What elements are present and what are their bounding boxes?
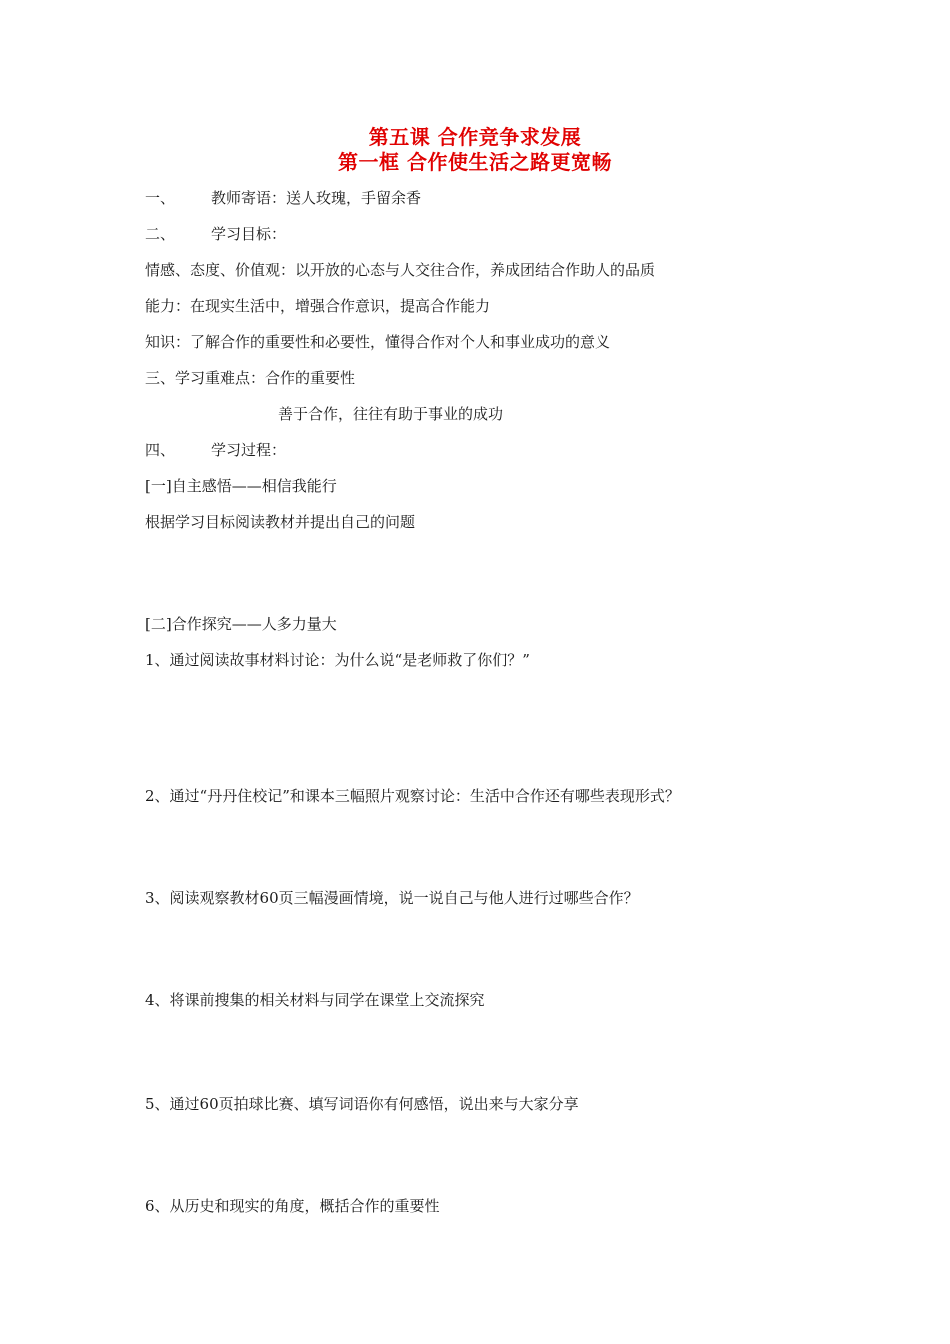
goal-knowledge: 知识：了解合作的重要性和必要性，懂得合作对个人和事业成功的意义 xyxy=(145,333,611,351)
part1-heading: [一]自主感悟——相信我能行 xyxy=(145,477,337,495)
section-text: 教师寄语：送人玫瑰，手留余香 xyxy=(211,189,422,207)
section-text: 学习目标： xyxy=(211,225,287,243)
key-point-line2: 善于合作，往往有助于事业的成功 xyxy=(278,405,504,423)
part1-text: 根据学习目标阅读教材并提出自己的问题 xyxy=(145,513,416,531)
section-text: 学习过程： xyxy=(211,441,287,459)
section-number: 一、 xyxy=(145,189,176,207)
question-1: 1、通过阅读故事材料讨论：为什么说“是老师救了你们？” xyxy=(145,651,530,669)
question-4: 4、将课前搜集的相关材料与同学在课堂上交流探究 xyxy=(145,991,485,1009)
question-2: 2、通过“丹丹住校记”和课本三幅照片观察讨论：生活中合作还有哪些表现形式？ xyxy=(145,787,680,805)
question-3: 3、阅读观察教材60页三幅漫画情境，说一说自己与他人进行过哪些合作？ xyxy=(145,889,639,907)
section-key-points: 三、学习重难点：合作的重要性 xyxy=(145,369,356,387)
part2-heading: [二]合作探究——人多力量大 xyxy=(145,615,337,633)
question-6: 6、从历史和现实的角度，概括合作的重要性 xyxy=(145,1197,440,1215)
goal-ability: 能力：在现实生活中，增强合作意识，提高合作能力 xyxy=(145,297,491,315)
section-number: 二、 xyxy=(145,225,176,243)
lesson-title: 第五课 合作竞争求发展 xyxy=(368,125,582,149)
section-learning-goals xyxy=(145,224,286,244)
section-number: 四、 xyxy=(145,441,176,459)
question-5: 5、通过60页拍球比赛、填写词语你有何感悟，说出来与大家分享 xyxy=(145,1095,579,1113)
section-teacher-message xyxy=(145,188,421,208)
goal-emotion: 情感、态度、价值观：以开放的心态与人交往合作，养成团结合作助人的品质 xyxy=(145,261,656,279)
section-learning-process xyxy=(145,440,286,460)
lesson-subtitle: 第一框 合作使生活之路更宽畅 xyxy=(338,150,612,174)
